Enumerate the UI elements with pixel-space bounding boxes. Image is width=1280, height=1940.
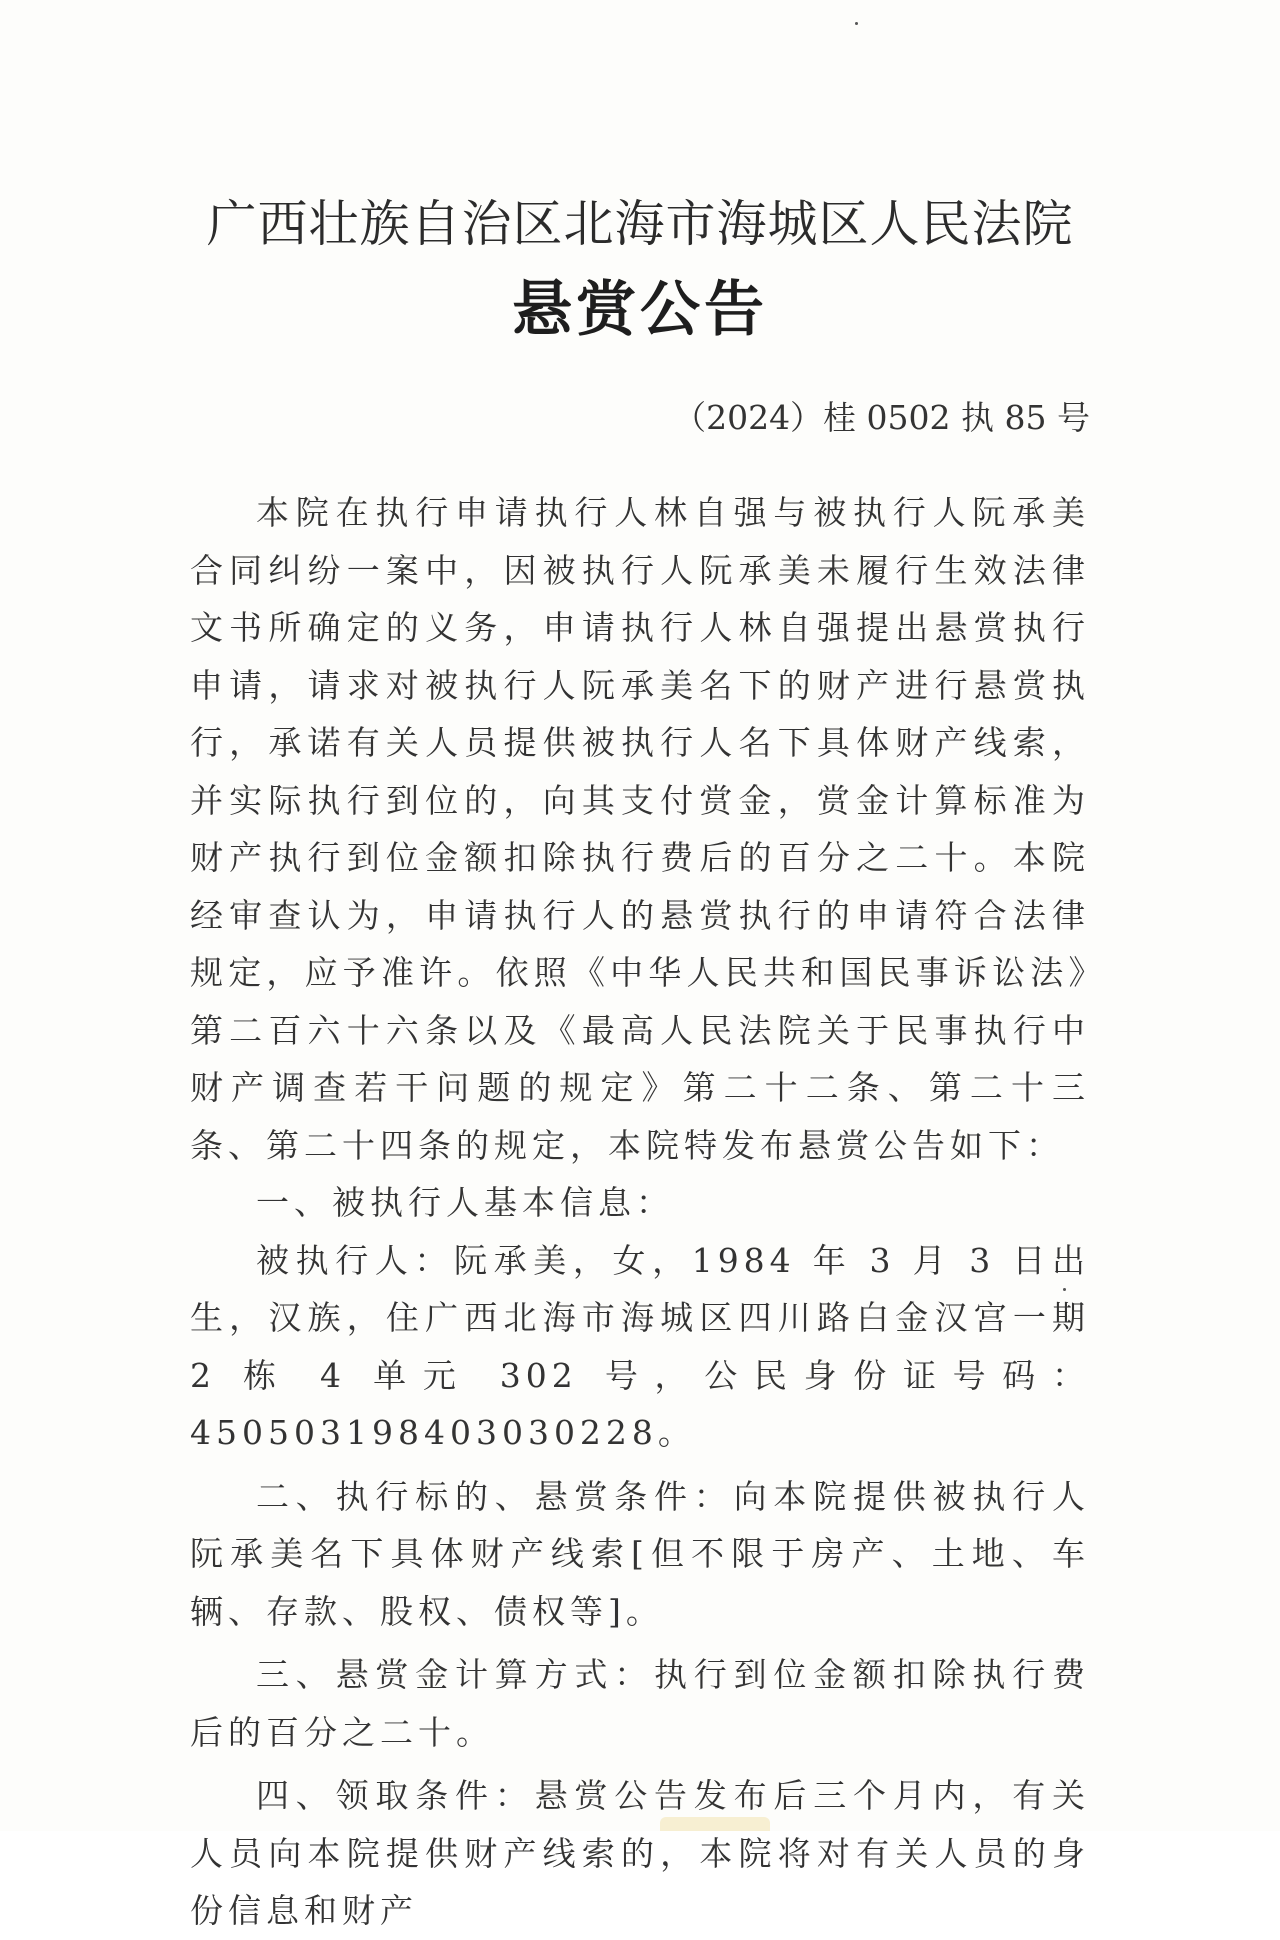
notice-title: 悬赏公告 (512, 275, 768, 345)
scan-speck (1063, 1288, 1066, 1291)
section-3-paragraph: 三、悬赏金计算方式：执行到位金额扣除执行费后的百分之二十。 (190, 1655, 1090, 1752)
court-name-heading: 广西壮族自治区北海市海城区人民法院 (206, 195, 1074, 253)
section-1-heading: 一、被执行人基本信息： (256, 1183, 674, 1222)
section-4-paragraph: 四、领取条件：悬赏公告发布后三个月内，有关人员向本院提供财产线索的，本院将对有关人员的身份信息和财产 (190, 1776, 1090, 1930)
scan-smudge (660, 1817, 770, 1831)
notice-body (190, 484, 1090, 1940)
scan-speck (855, 22, 858, 25)
section-2-paragraph: 二、执行标的、悬赏条件：向本院提供被执行人阮承美名下具体财产线索[但不限于房产、土地、车辆、存款、股权、债权等]。 (190, 1476, 1090, 1631)
intro-paragraph: 本院在执行申请执行人林自强与被执行人阮承美合同纠纷一案中，因被执行人阮承美未履行生效法律文书所确定的义务，申请执行人林自强提出悬赏执行申请，请求对被执行人阮承美名下的财产进行悬赏执行，承诺有关人员提供被执行人名下具体财产线索，并实际执行到位的，向其支付赏金，赏金计算标准为财产执行到位金额扣除执行费后的百分之二十。本院经审查认为，申请执行人的悬赏执行的申请符合法律规定，应予准许。依照《中华人民共和国民事诉讼法》第二百六十六条以及《最高人民法院关于民事执行中财产调查若干问题的规定》第二十二条、第二十三条、第二十四条的规定，本院特发布悬赏公告如下： (190, 493, 1090, 1165)
section-1-details: 被执行人：阮承美，女，1984 年 3 月 3 日出生，汉族，住广西北海市海城区四川路白金汉宫一期 2 栋 4 单元 302 号，公民身份证号码：450503198403030228。 (190, 1240, 1090, 1452)
case-number: （2024）桂 0502 执 85 号 (673, 398, 1090, 437)
